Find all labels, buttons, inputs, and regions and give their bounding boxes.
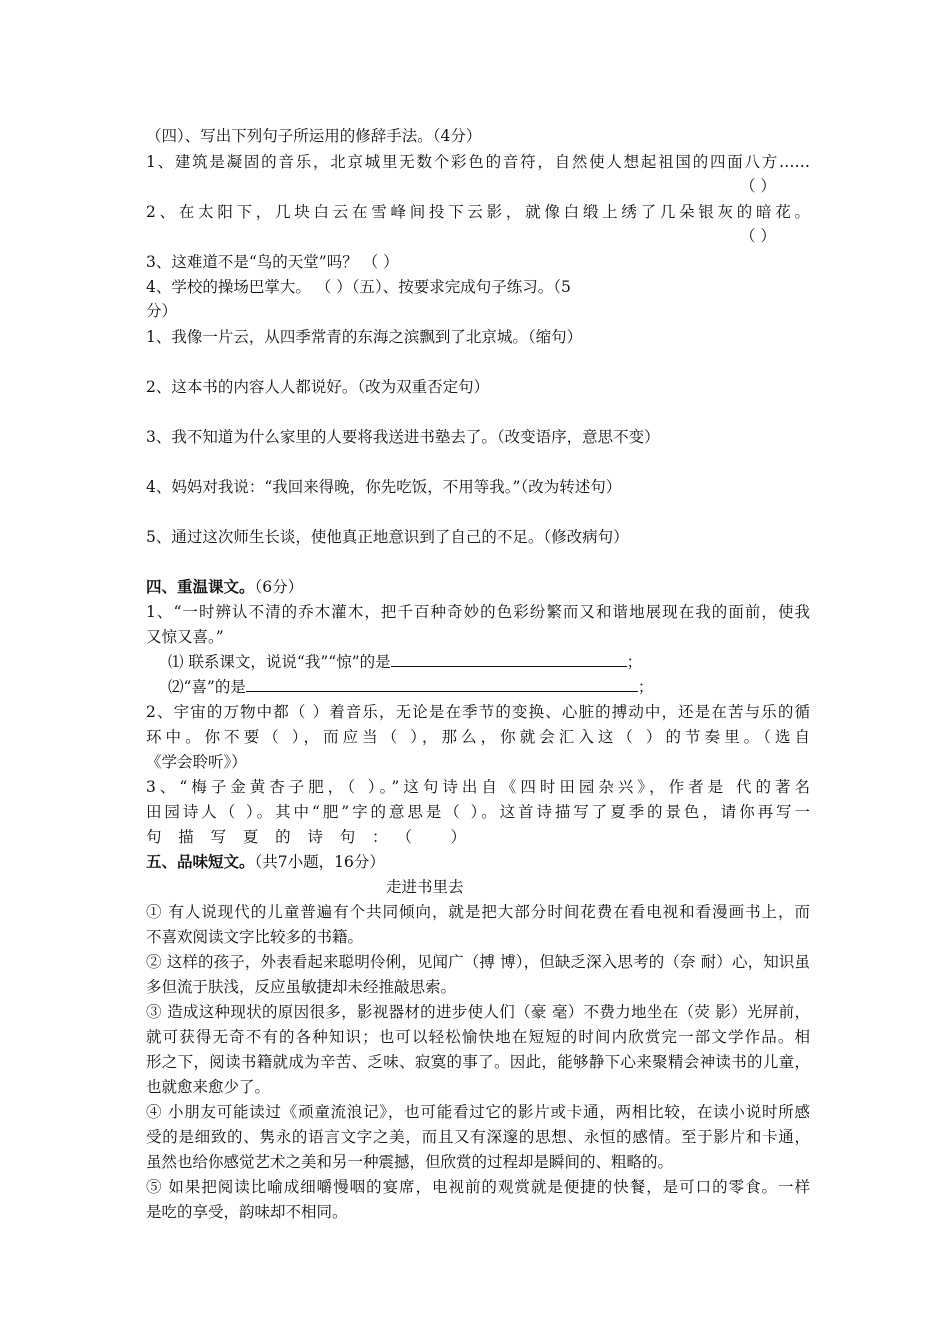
reading-score: （共7小题，16分） — [254, 853, 385, 871]
rhetoric-item-2: 2、在太阳下，几块白云在雪峰间投下云影，就像白缎上绣了几朵银灰的暗花。 — [146, 203, 810, 221]
passage-p5-line2: 是吃的享受，韵味却不相同。 — [146, 1203, 348, 1221]
passage-p5-line1: ⑤ 如果把阅读比喻成细嚼慢咽的宴席，电视前的观赏就是便捷的快餐，是可口的零食。一样 — [146, 1178, 810, 1196]
review-q2-line3: 《学会聆听》） — [146, 753, 247, 771]
review-q1-line1: 1、“一时辨认不清的乔木灌木，把千百种奇妙的色彩纷繁而又和谐地展现在我的面前，使我 — [146, 603, 810, 621]
review-heading-text: 四、重温课文。 — [146, 577, 255, 596]
passage-p3-line3: 形之下，阅读书籍就成为辛苦、乏味、寂寞的事了。因此，能够静下心来聚精会神读书的儿童， — [146, 1053, 810, 1071]
rhetoric-item-4-cont: 分） — [146, 302, 178, 320]
sentence-exercise-3: 3、我不知道为什么家里的人要将我送进书塾去了。（改变语序，意思不变） — [146, 428, 660, 446]
sentence-exercise-2: 2、这本书的内容人人都说好。（改为双重否定句） — [146, 378, 490, 396]
passage-p2-line1: ② 这样的孩子，外表看起来聪明伶俐，见闻广（搏 博），但缺乏深入思考的（奈 耐）心，知识虽 — [146, 953, 810, 971]
passage-title: 走进书里去 — [386, 878, 464, 896]
semicolon-2: ； — [637, 678, 654, 696]
passage-p4-line1: ④ 小朋友可能读过《顽童流浪记》，也可能看过它的影片或卡通，两相比较，在读小说时所感 — [146, 1103, 810, 1121]
review-q1-part2 — [168, 676, 653, 697]
passage-p4-line2: 受的是细致的、隽永的语言文字之美，而且又有深邃的思想、永恒的感情。至于影片和卡通， — [146, 1128, 810, 1146]
review-score: （6分） — [254, 578, 304, 596]
review-q3-line2: 田园诗人（ ）。其中“肥”字的意思是（ ）。这首诗描写了夏季的景色，请你再写一 — [146, 803, 810, 821]
rhetoric-item-1: 1、建筑是凝固的音乐，北京城里无数个彩色的音符，自然使人想起祖国的四面八方…… — [146, 153, 810, 171]
answer-paren-1[interactable]: （ ） — [740, 177, 776, 195]
review-q1-part2-label: ⑵“喜”的是 — [168, 678, 246, 696]
sentence-exercise-1: 1、我像一片云，从四季常青的东海之滨飘到了北京城。（缩句） — [146, 328, 583, 346]
rhetoric-section-title: （四）、写出下列句子所运用的修辞手法。（4分） — [146, 127, 482, 145]
review-q2-line2: 环中。你不要（ ），而应当（ ），那么，你就会汇入这（ ）的节奏里。（选自 — [146, 728, 810, 746]
sentence-exercise-5: 5、通过这次师生长谈，使他真正地意识到了自己的不足。（修改病句） — [146, 528, 629, 546]
semicolon-1: ； — [626, 653, 643, 671]
answer-line-joy[interactable] — [246, 676, 638, 692]
passage-p3-line1: ③ 造成这种现状的原因很多，影视器材的进步使人们（豪 毫）不费力地坐在（荧 影）光屏前， — [146, 1003, 810, 1021]
reading-heading — [146, 852, 385, 872]
reading-heading-text: 五、品味短文。 — [146, 852, 255, 871]
passage-p3-line4: 也就愈来愈少了。 — [146, 1078, 271, 1096]
review-q3-line1: 3、“梅子金黄杏子肥，（ ）。”这句诗出自《四时田园杂兴》，作者是 代的著名 — [146, 778, 810, 796]
passage-p2-line2: 多但流于肤浅，反应虽敏捷却未经推敲思索。 — [146, 978, 457, 996]
review-q3-line3: 句描写夏的诗句：（ ） — [146, 828, 466, 846]
review-q2-line1: 2、宇宙的万物中都（ ）着音乐，无论是在季节的变换、心脏的搏动中，还是在苦与乐的循 — [146, 703, 810, 721]
rhetoric-item-3 — [146, 252, 616, 272]
passage-p3-line2: 就可获得无奇不有的各种知识；也可以轻松愉快地在短短的时间内欣赏完一部文学作品。相 — [146, 1028, 810, 1046]
passage-p1-line2: 不喜欢阅读文字比较多的书籍。 — [146, 928, 364, 946]
review-heading — [146, 577, 303, 597]
passage-p4-line3: 虽然也给你感觉艺术之美和另一种震撼，但欣赏的过程却是瞬间的、粗略的。 — [146, 1153, 674, 1171]
passage-p1-line1: ① 有人说现代的儿童普遍有个共同倾向，就是把大部分时间花费在看电视和看漫画书上，而 — [146, 903, 810, 921]
review-q1-part1-label: ⑴ 联系课文，说说“我”“惊”的是 — [168, 653, 391, 671]
review-q1-part1 — [168, 651, 642, 672]
rhetoric-item-3-text: 3、这难道不是“鸟的天堂”吗？ （ ） — [146, 253, 399, 271]
answer-paren-2[interactable]: （ ） — [740, 227, 776, 245]
answer-line-surprise[interactable] — [391, 651, 627, 667]
sentence-exercise-4: 4、妈妈对我说：“我回来得晚，你先吃饭，不用等我。”（改为转述句） — [146, 478, 622, 496]
rhetoric-item-4: 4、学校的操场巴掌大。 （ ）（五）、按要求完成句子练习。（5 — [146, 278, 571, 296]
review-q1-line2: 又惊又喜。” — [146, 628, 224, 646]
